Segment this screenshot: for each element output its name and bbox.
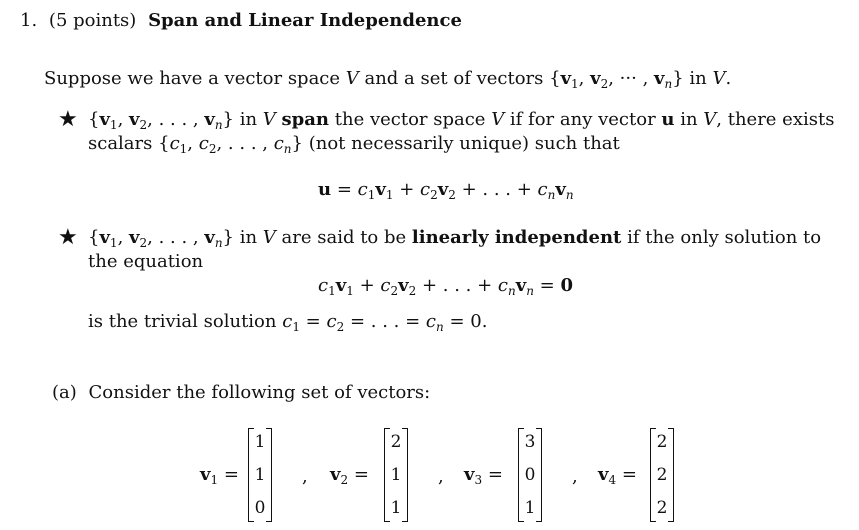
matrix-entry: 2 (390, 432, 402, 452)
span-definition-line2: scalars {$c_1$, $c_2$, . . . , $c_n$} (not necessarily unique) such that (88, 133, 620, 156)
part-a-label: (a) (52, 382, 77, 403)
matrix-entry: 0 (254, 498, 266, 518)
problem-number: 1. (20, 10, 38, 31)
independence-conclusion: is the trivial solution $c_1 = c_2$ = . . . = $c_n = 0$. (88, 311, 488, 334)
vector-label: $v_3$ = (464, 464, 503, 487)
independence-definition-line1: {$v_1$, $v_2$, . . . , $v_n$} in V are said to be linearly independent if the only solution to (88, 227, 822, 250)
vector-matrix (248, 428, 272, 522)
separator-comma: , (438, 466, 444, 487)
independence-equation: $c_1v_1 + c_2v_2$ + . . . + $c_nv_n = 0$ (318, 275, 573, 298)
span-definition-line1: {$v_1$, $v_2$, . . . , $v_n$} in V span the vector space V if for any vector u in V, there exists (88, 109, 835, 132)
vector-matrix (518, 428, 542, 522)
vector-matrix (384, 428, 408, 522)
problem-points: (5 points) (48, 10, 137, 31)
separator-comma: , (572, 466, 578, 487)
matrix-entry: 2 (656, 465, 668, 485)
span-keyword: span (281, 109, 330, 130)
vector-label: $v_1$ = (200, 464, 239, 487)
matrix-entry: 1 (254, 465, 266, 485)
matrix-entry: 0 (524, 465, 536, 485)
matrix-entry: 1 (524, 498, 536, 518)
part-a-text: Consider the following set of vectors: (88, 382, 431, 403)
independence-definition-line2: the equation (88, 251, 204, 272)
problem-title: Span and Linear Independence (148, 10, 462, 31)
star-bullet-icon: ★ (58, 225, 78, 250)
matrix-entry: 2 (656, 432, 668, 452)
independence-keyword: linearly independent (411, 227, 622, 248)
matrix-entry: 1 (390, 465, 402, 485)
matrix-entry: 1 (390, 498, 402, 518)
intro-text: Suppose we have a vector space V and a set of vectors {$v_1$, $v_2$, ··· , $v_n$} in V. (44, 68, 732, 91)
vector-label: $v_2$ = (330, 464, 369, 487)
matrix-entry: 2 (656, 498, 668, 518)
problem-header (20, 10, 462, 32)
matrix-entry: 1 (254, 432, 266, 452)
vector-matrix (650, 428, 674, 522)
matrix-entry: 3 (524, 432, 536, 452)
star-bullet-icon: ★ (58, 107, 78, 132)
span-equation: $u = c_1v_1 + c_2v_2$ + . . . + $c_nv_n$ (318, 179, 574, 202)
separator-comma: , (302, 466, 308, 487)
vector-label: $v_4$ = (598, 464, 637, 487)
part-a-prompt (52, 382, 430, 404)
